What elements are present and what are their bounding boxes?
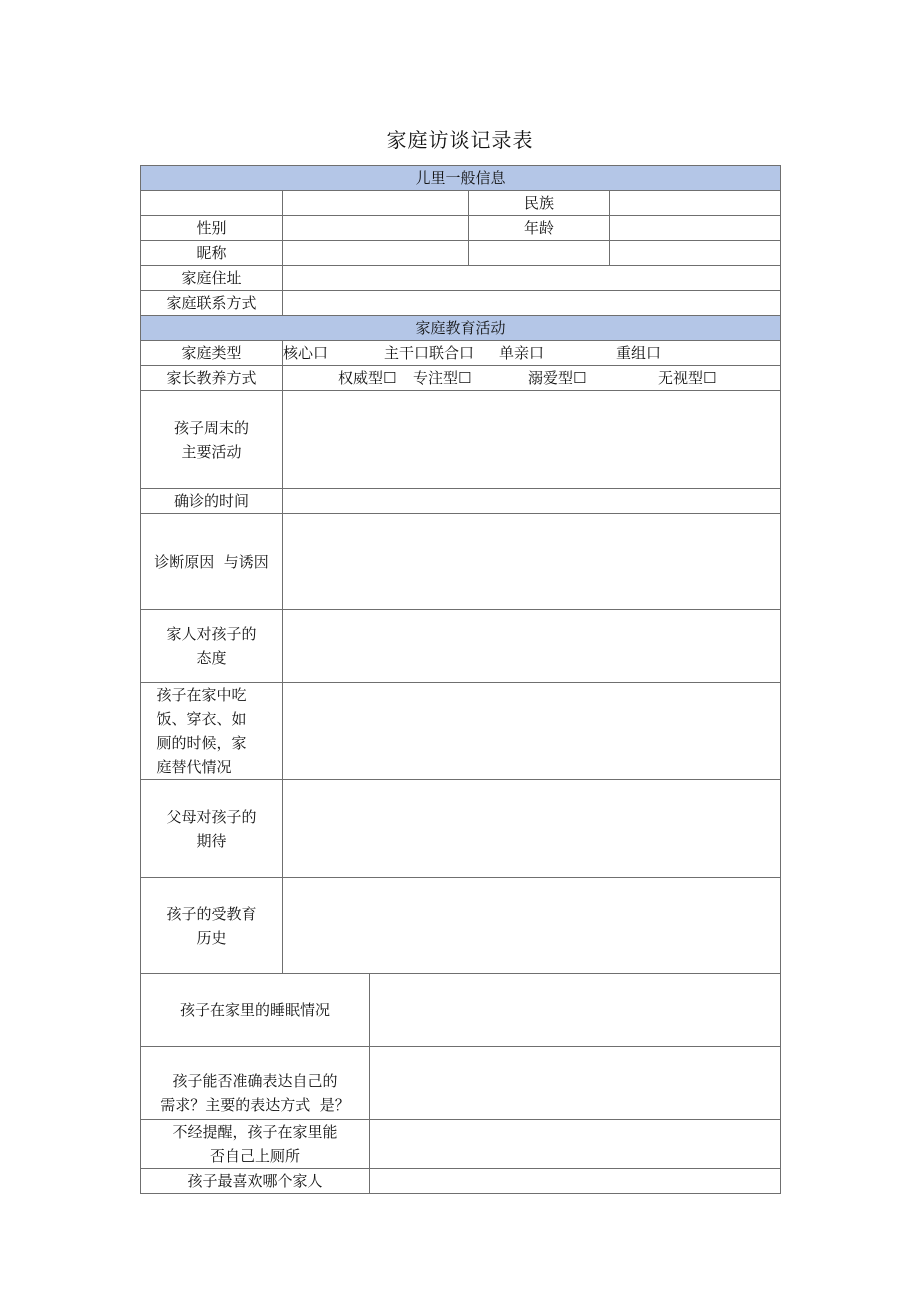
- daily-care-text: [157, 683, 267, 779]
- contact-value-cell[interactable]: [283, 291, 781, 316]
- weekend-activity-line2: 主要活动: [181, 442, 242, 461]
- favorite-family-value-cell[interactable]: [370, 1169, 781, 1194]
- weekend-activity-line1: 孩子周末的: [173, 418, 249, 437]
- section-general-header: 儿里一般信息: [141, 166, 781, 191]
- nickname-label: 昵称: [141, 241, 283, 266]
- option-authoritative[interactable]: 权威型☐: [338, 369, 397, 387]
- expression-line1: 孩子能否准确表达自己的: [172, 1072, 338, 1090]
- name-value-cell[interactable]: [283, 191, 469, 216]
- option-nuclear-family[interactable]: 核心口: [283, 344, 329, 362]
- expression-value-cell[interactable]: [370, 1047, 781, 1120]
- ethnicity-label: 民族: [469, 191, 610, 216]
- family-attitude-line1: 家人对孩子的: [166, 625, 257, 643]
- daily-care-line1: 孩子在家中吃: [156, 686, 247, 704]
- parenting-style-options: [283, 366, 781, 391]
- contact-label: 家庭联系方式: [141, 291, 283, 316]
- nickname-value-cell[interactable]: [283, 241, 469, 266]
- toilet-label: [141, 1120, 370, 1169]
- family-attitude-label: [141, 610, 283, 683]
- expression-line2: 需求？主要的表达方式 是？: [160, 1096, 350, 1114]
- family-attitude-line2: 态度: [196, 649, 227, 667]
- option-extended-joint-family[interactable]: 主干口联合口: [384, 344, 475, 362]
- address-label: 家庭住址: [141, 266, 283, 291]
- section-education-header: 家庭教育活动: [141, 316, 781, 341]
- age-value-cell[interactable]: [610, 216, 781, 241]
- option-focused[interactable]: 专注型☐: [413, 369, 472, 387]
- toilet-line2: 否自己上厕所: [209, 1147, 300, 1165]
- name-label-cell: [141, 191, 283, 216]
- address-value-cell[interactable]: [283, 266, 781, 291]
- diagnosis-reason-value-cell[interactable]: [283, 514, 781, 610]
- blank-cell[interactable]: [469, 241, 610, 266]
- expression-label: [141, 1047, 370, 1120]
- blank-cell[interactable]: [610, 241, 781, 266]
- toilet-line1: 不经提醒，孩子在家里能: [172, 1123, 338, 1141]
- education-history-label: [141, 878, 283, 974]
- weekend-activity-value-cell[interactable]: [283, 391, 781, 489]
- ethnicity-value-cell[interactable]: [610, 191, 781, 216]
- education-history-value-cell[interactable]: [283, 878, 781, 974]
- daily-care-label: [141, 683, 283, 780]
- sleep-value-cell[interactable]: [370, 974, 781, 1047]
- diagnosis-time-label: 确诊的时间: [141, 489, 283, 514]
- education-history-line1: 孩子的受教育: [166, 904, 257, 923]
- parent-expectation-line1: 父母对孩子的: [166, 807, 257, 826]
- option-neglectful[interactable]: 无视型☐: [658, 369, 717, 387]
- sleep-label: 孩子在家里的睡眠情况: [141, 974, 370, 1047]
- family-type-label: 家庭类型: [141, 341, 283, 366]
- daily-care-line3: 厕的时候，家: [156, 734, 247, 752]
- option-single-parent[interactable]: 单亲口: [499, 344, 545, 362]
- toilet-value-cell[interactable]: [370, 1120, 781, 1169]
- age-label: 年龄: [469, 216, 610, 241]
- education-history-line2: 历史: [196, 928, 227, 947]
- daily-care-line4: 庭替代情况: [156, 758, 232, 776]
- option-reconstituted[interactable]: 重组口: [616, 344, 662, 362]
- daily-care-value-cell[interactable]: [283, 683, 781, 780]
- daily-care-line2: 饭、穿衣、如: [156, 710, 247, 728]
- diagnosis-time-value-cell[interactable]: [283, 489, 781, 514]
- family-type-options: [283, 341, 781, 366]
- parent-expectation-line2: 期待: [196, 831, 227, 850]
- option-indulgent[interactable]: 溺爱型☐: [528, 369, 587, 387]
- interview-form-table: [140, 165, 781, 1194]
- gender-label: 性别: [141, 216, 283, 241]
- parenting-style-label: 家长教养方式: [141, 366, 283, 391]
- weekend-activity-label: [141, 391, 283, 489]
- family-attitude-value-cell[interactable]: [283, 610, 781, 683]
- parent-expectation-label: [141, 780, 283, 878]
- diagnosis-reason-label: 诊断原因 与诱因: [141, 514, 283, 610]
- parent-expectation-value-cell[interactable]: [283, 780, 781, 878]
- favorite-family-label: 孩子最喜欢哪个家人: [141, 1169, 370, 1194]
- page-title: 家庭访谈记录表: [386, 128, 534, 152]
- gender-value-cell[interactable]: [283, 216, 469, 241]
